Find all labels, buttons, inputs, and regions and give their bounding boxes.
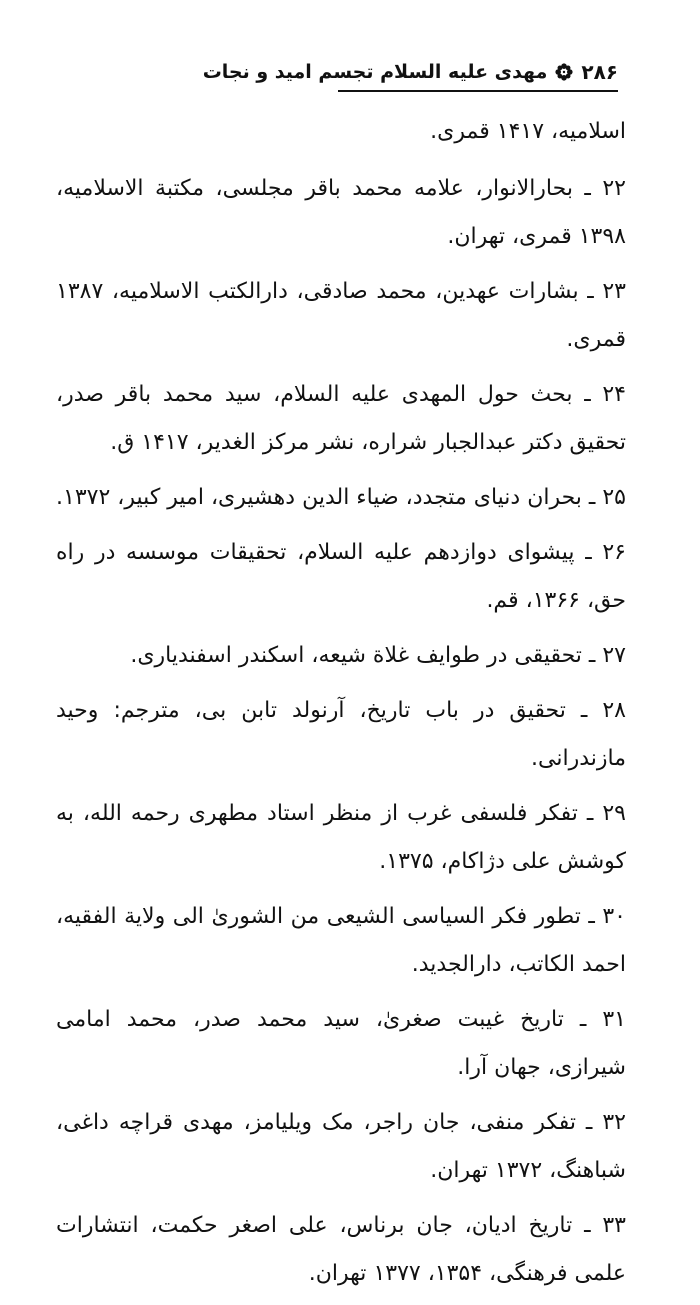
flower-ornament-icon (555, 63, 573, 81)
bibliography-entry: ۲۹ ـ تفکر فلسفی غرب از منظر استاد مطهری رحمه الله، به کوشش علی دژاکام، ۱۳۷۵. (56, 801, 626, 874)
header-divider (338, 90, 618, 92)
bibliography-entry: ۳۱ ـ تاریخ غیبت صغریٰ، سید محمد صدر، محمد امامی شیرازی، جهان آرا. (56, 1007, 626, 1080)
bibliography-entry: ۲۲ ـ بحارالانوار، علامه محمد باقر مجلسی، مکتبة الاسلامیه، ۱۳۹۸ قمری، تهران. (56, 176, 626, 249)
bibliography-entry: ۲۶ ـ پیشوای دوازدهم علیه السلام، تحقیقات موسسه در راه حق، ۱۳۶۶، قم. (56, 540, 626, 613)
bibliography-entry: ۲۷ ـ تحقیقی در طوایف غلاة شیعه، اسکندر اسفندیاری. (130, 643, 626, 668)
book-title: مهدی علیه السلام تجسم امید و نجات (202, 61, 548, 83)
running-header (202, 54, 618, 90)
bibliography-entry: ۳۰ ـ تطور فکر السیاسی الشیعی من الشوریٰ الی ولایة الفقیه، احمد الکاتب، دارالجدید. (56, 904, 626, 977)
bibliography-entry: ۲۳ ـ بشارات عهدین، محمد صادقی، دارالکتب الاسلامیه، ۱۳۸۷ قمری. (56, 279, 626, 352)
bibliography-entry: ۳۲ ـ تفکر منفی، جان راجر، مک ویلیامز، مهدی قراچه داغی، شباهنگ، ۱۳۷۲ تهران. (56, 1110, 626, 1183)
bibliography-entry: ۲۴ ـ بحث حول المهدی علیه السلام، سید محمد باقر صدر، تحقیق دکتر عبدالجبار شراره، نشر مرکز الغدیر، ۱۴۱۷ ق. (56, 382, 626, 455)
bibliography-entry: ۲۸ ـ تحقیق در باب تاریخ، آرنولد تابن بی، مترجم: وحید مازندرانی. (56, 698, 626, 771)
bibliography-entry: ۳۳ ـ تاریخ ادیان، جان برناس، علی اصغر حکمت، انتشارات علمی فرهنگی، ۱۳۵۴، ۱۳۷۷ تهران. (56, 1213, 626, 1286)
bibliography-entry: ۲۵ ـ بحران دنیای متجدد، ضیاء الدین دهشیری، امیر کبیر، ۱۳۷۲. (56, 485, 626, 510)
bibliography-list (56, 108, 626, 1305)
page-number: ۲۸۶ (581, 60, 618, 84)
bibliography-entry: اسلامیه، ۱۴۱۷ قمری. (430, 119, 626, 144)
